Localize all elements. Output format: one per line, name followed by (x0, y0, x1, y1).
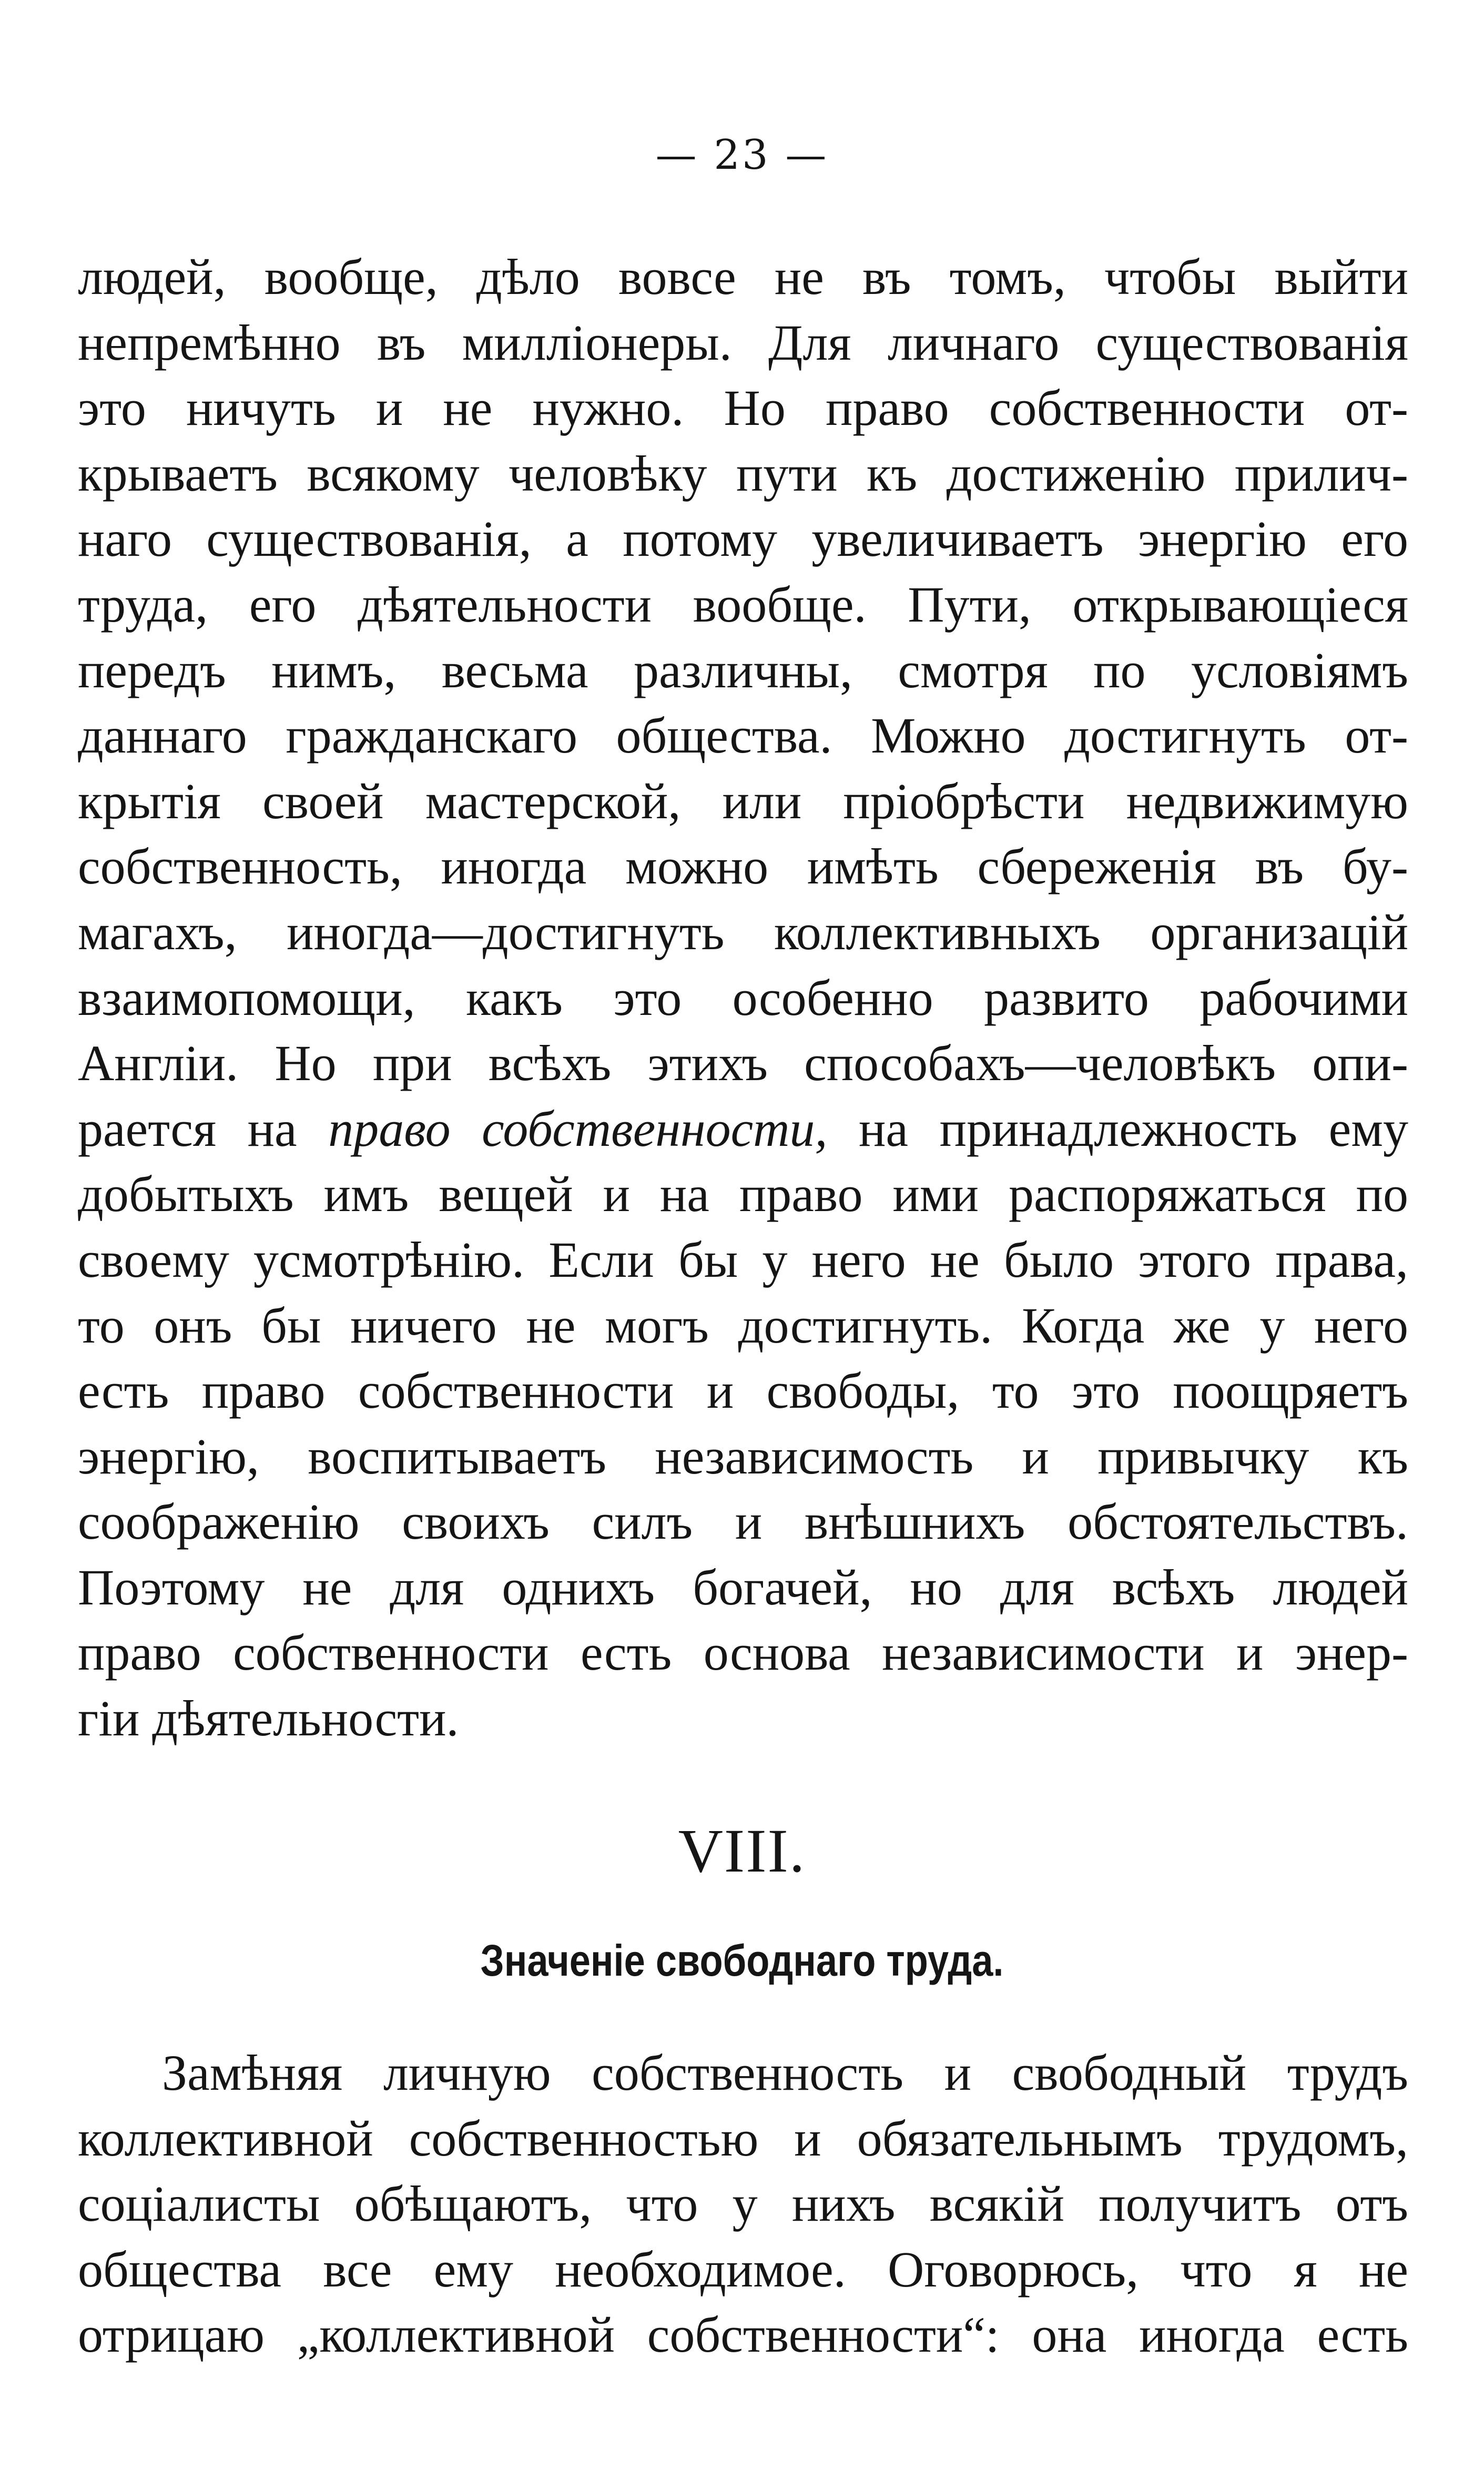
text-line: крытія своей мастерской, или пріобрѣсти недвижимую (78, 772, 1408, 829)
text-line: энергію, воспитываетъ независимость и привычку къ (78, 1428, 1408, 1485)
text-segment: рается на (78, 1100, 329, 1157)
text-line: это ничуть и не нужно. Но право собственности от- (78, 380, 1408, 436)
text-line: своему усмотрѣнію. Если бы у него не было этого права, (78, 1231, 1408, 1288)
page-number: — 23 — (655, 131, 829, 179)
text-line: Англіи. Но при всѣхъ этихъ способахъ—человѣкъ опи- (78, 1035, 1408, 1092)
text-line: крываетъ всякому человѣку пути къ достиженію прилич- (78, 445, 1408, 502)
text-line: Поэтому не для однихъ богачей, но для всѣхъ людей (78, 1559, 1408, 1615)
text-line: коллективной собственностью и обязательнымъ трудомъ, (78, 2110, 1408, 2167)
text-line: соображенію своихъ силъ и внѣшнихъ обстоятельствъ. (78, 1493, 1408, 1550)
paragraph-free-labor (78, 2040, 1408, 2368)
text-line: гіи дѣятельности. (78, 1690, 459, 1747)
text-line: добытыхъ имъ вещей и на право ими распоряжаться по (78, 1166, 1408, 1223)
text-line: труда, его дѣятельности вообще. Пути, открывающіеся (78, 576, 1408, 633)
chapter-title: Значеніе свободнаго труда. (480, 1936, 1004, 1985)
text-line: Замѣняя личную собственность и свободный трудъ (162, 2045, 1408, 2101)
text-line-with-emphasis (78, 1096, 1408, 1162)
paragraph-property-right (78, 245, 1408, 1752)
chapter-number: VIII. (678, 1816, 806, 1885)
text-line: есть право собственности и свободы, то это поощряетъ (78, 1363, 1408, 1419)
text-line: непремѣнно въ милліонеры. Для личнаго существованія (78, 314, 1408, 371)
text-line: магахъ, иногда—достигнуть коллективныхъ организацій (78, 903, 1408, 960)
text-line: собственность, иногда можно имѣть сбереженія въ бу- (78, 838, 1408, 895)
text-segment: на принадлежность ему (827, 1100, 1408, 1157)
text-line: соціалисты обѣщаютъ, что у нихъ всякій получитъ отъ (78, 2176, 1408, 2232)
text-line: отрицаю „коллективной собственности“: она иногда есть (78, 2306, 1408, 2363)
emphasized-phrase: право собственности, (328, 1100, 828, 1157)
text-line: передъ нимъ, весьма различны, смотря по условіямъ (78, 642, 1408, 698)
text-line: взаимопомощи, какъ это особенно развито рабочими (78, 969, 1408, 1026)
text-line: людей, вообще, дѣло вовсе не въ томъ, чтобы выйти (78, 249, 1408, 305)
text-line: наго существованія, а потому увеличиваетъ энергію его (78, 511, 1408, 567)
text-line: даннаго гражданскаго общества. Можно достигнуть от- (78, 707, 1408, 764)
text-line: то онъ бы ничего не могъ достигнуть. Когда же у него (78, 1297, 1408, 1354)
text-line: право собственности есть основа независимости и энер- (78, 1624, 1408, 1681)
text-line: общества все ему необходимое. Оговорюсь, что я не (78, 2241, 1408, 2298)
